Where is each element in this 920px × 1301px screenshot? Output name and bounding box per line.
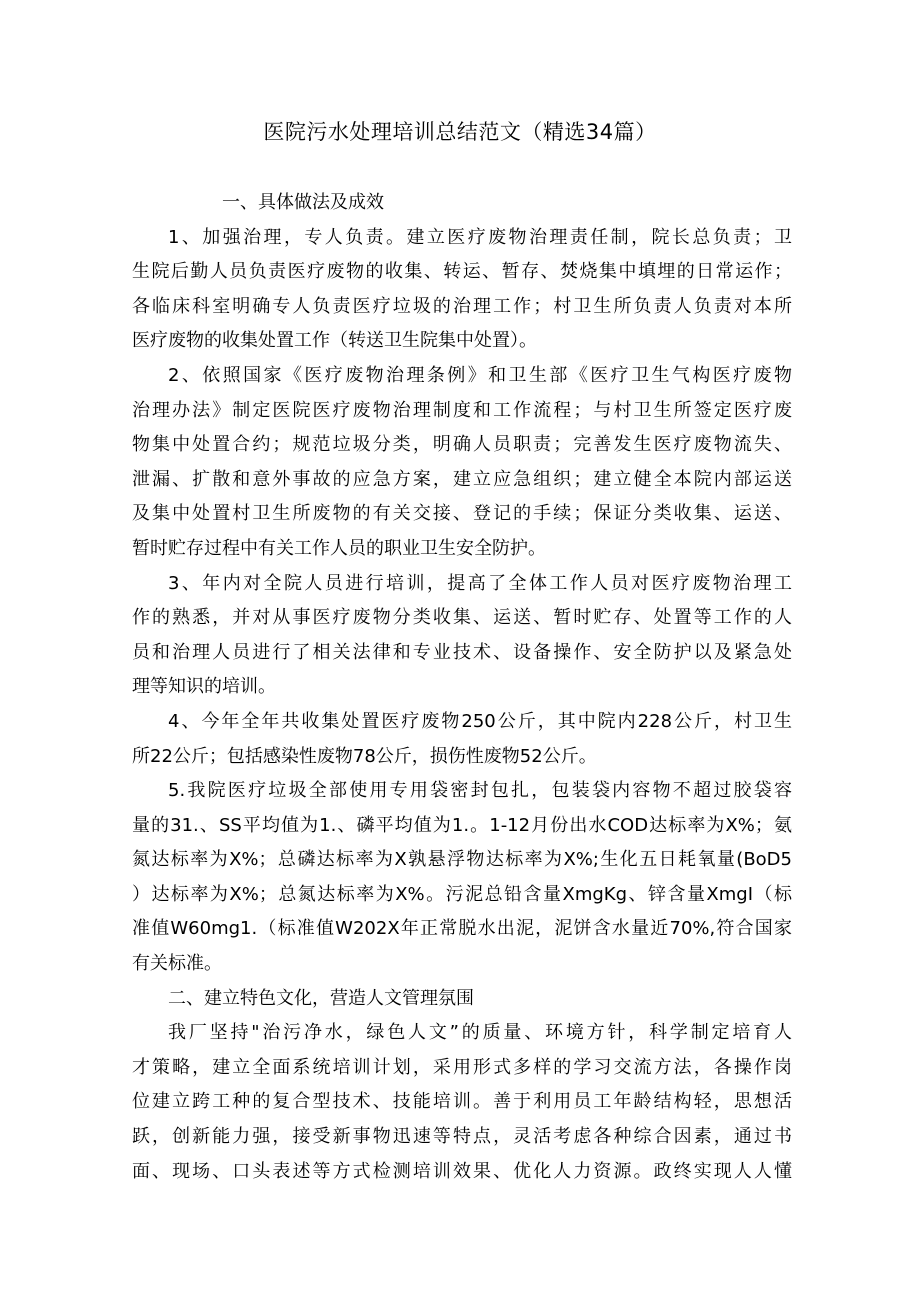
paragraph-line: 3、年内对全院人员进行培训，提高了全体工作人员对医疗废物治理工 (168, 572, 792, 594)
paragraph-5 (132, 774, 792, 982)
paragraph-line: 我厂坚持"治污净水，绿色人文”的质量、环境方针，科学制定培育人 (168, 1022, 792, 1044)
paragraph-line: 各临床科室明确专人负责医疗垃圾的治理工作；村卫生所负责人负责对本所 (132, 295, 792, 317)
paragraph-line: 氮达标率为X%；总磷达标率为X孰悬浮物达标率为X%;生化五日耗氧量(BoD5 (132, 849, 792, 871)
paragraph-line: 5.我院医疗垃圾全部使用专用袋密封包扎，包装袋内容物不超过胶袋容 (168, 780, 792, 802)
paragraph-line: 生院后勤人员负责医疗废物的收集、转运、暂存、焚烧集中填埋的日常运作； (132, 261, 792, 283)
paragraph-line: 员和治理人员进行了相关法律和专业技术、设备操作、安全防护以及紧急处 (132, 641, 792, 663)
paragraph-6 (132, 1016, 792, 1189)
paragraph-line: 有关标准。 (132, 953, 222, 975)
paragraph-line: ）达标率为X%；总氮达标率为X%。污泥总铅含量XmgKg、锌含量XmgI（标 (132, 883, 792, 905)
document-body (132, 186, 792, 1189)
paragraph-line: 才策略，建立全面系统培训计划，采用形式多样的学习交流方法，各操作岗 (132, 1056, 792, 1078)
paragraph-line: 物集中处置合约；规范垃圾分类，明确人员职责；完善发生医疗废物流失、 (132, 434, 792, 456)
paragraph-3 (132, 567, 792, 705)
paragraph-4 (132, 705, 792, 774)
paragraph-line: 准值W60mg1.（标准值W202X年正常脱水出泥，泥饼含水量近70%,符合国家 (132, 918, 792, 940)
document-title: 医院污水处理培训总结范文（精选34篇） (263, 120, 657, 144)
paragraph-line: 跃，创新能力强，接受新事物迅速等特点，灵活考虑各种综合因素，通过书 (132, 1126, 792, 1148)
paragraph-line: 暂时贮存过程中有关工作人员的职业卫生安全防护。 (132, 537, 546, 559)
paragraph-line: 1、加强治理，专人负责。建立医疗废物治理责任制，院长总负责；卫 (168, 226, 792, 248)
paragraph-line: 治理办法》制定医院医疗废物治理制度和工作流程；与村卫生所签定医疗废 (132, 399, 792, 421)
paragraph-line: 面、现场、口头表述等方式检测培训效果、优化人力资源。政终实现人人懂 (132, 1160, 792, 1182)
paragraph-line: 2、依照国家《医疗废物治理条例》和卫生部《医疗卫生气构医疗废物 (168, 364, 792, 386)
paragraph-line: 及集中处置村卫生所废物的有关交接、登记的手续；保证分类收集、运送、 (132, 503, 792, 525)
paragraph-line: 4、今年全年共收集处置医疗废物250公斤，其中院内228公斤，村卫生 (168, 710, 792, 732)
section-heading: 一、具体做法及成效 (222, 192, 384, 213)
paragraph-line: 位建立跨工种的复合型技术、技能培训。善于利用员工年龄结构轻，思想活 (132, 1091, 792, 1113)
paragraph-line: 理等知识的培训。 (132, 676, 276, 698)
paragraph-1 (132, 221, 792, 359)
section-heading: 二、建立特色文化，营造人文管理氛围 (168, 987, 474, 1009)
paragraph-line: 泄漏、扩散和意外事故的应急方案，建立应急组织；建立健全本院内部运送 (132, 468, 792, 490)
paragraph-line: 作的熟悉，并对从事医疗废物分类收集、运送、暂时贮存、处置等工作的人 (132, 607, 792, 629)
paragraph-line: 量的31.、SS平均值为1.、磷平均值为1.。1-12月份出水COD达标率为X%；氨 (132, 814, 792, 836)
paragraph-2 (132, 359, 792, 567)
paragraph-line: 所22公斤；包括感染性废物78公斤，损伤性废物52公斤。 (132, 745, 597, 767)
paragraph-line: 医疗废物的收集处置工作（转送卫生院集中处置）。 (132, 330, 537, 352)
